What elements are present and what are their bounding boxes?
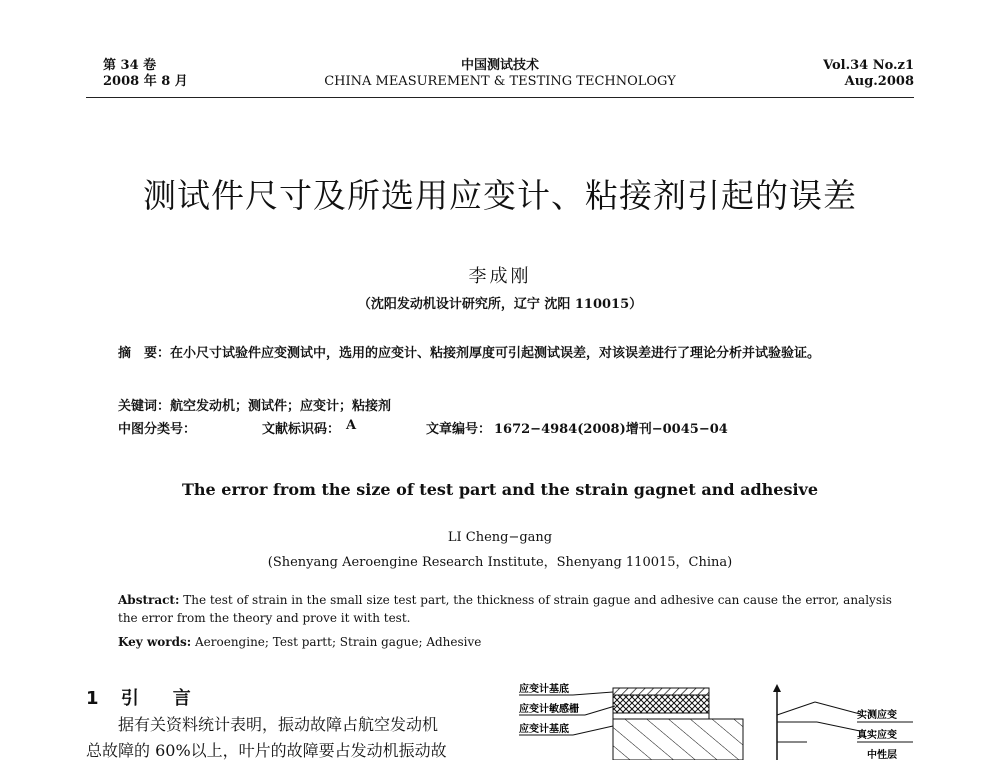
leader-line-grid xyxy=(585,706,615,715)
gauge-base-layer-bottom xyxy=(613,713,709,719)
leader-line-bottom xyxy=(573,726,613,735)
keywords-zh-label: 关键词： xyxy=(118,399,171,414)
abstract-zh xyxy=(118,343,908,364)
affiliation-en: (Shenyang Aeroengine Research Institute，Shenyang 110015，China) xyxy=(267,555,733,570)
gauge-sensitive-grid-layer xyxy=(613,695,709,713)
volume-zh: 第 34 卷 xyxy=(103,58,157,73)
leader-true xyxy=(817,722,860,731)
doc-code-label: 文献标识码： xyxy=(262,422,341,437)
author-en: LI Cheng−gang xyxy=(447,530,553,545)
keywords-en-label: Key words: xyxy=(118,635,192,649)
paper-title-zh: 测试件尺寸及所选用应变计、粘接剂引起的误差 xyxy=(143,176,857,215)
gauge-base-layer-top xyxy=(613,688,709,695)
date-en: Aug.2008 xyxy=(844,74,914,89)
label-gauge-base-top: 应变计基底 xyxy=(519,684,569,695)
body-paragraph-line-1: 据有关资料统计表明，振动故障占航空发动机 xyxy=(118,715,439,734)
doc-code-value: A xyxy=(346,418,357,433)
date-zh: 2008 年 8 月 xyxy=(103,74,188,89)
section-number: 1 xyxy=(86,688,107,709)
abstract-en-label: Abstract: xyxy=(118,593,180,607)
strain-gauge-figure xyxy=(515,682,925,760)
body-paragraph-line-2: 总故障的 60%以上，叶片的故障要占发动机振动故 xyxy=(86,741,447,760)
header-right xyxy=(823,58,914,90)
article-no-label: 文章编号： xyxy=(426,422,492,437)
clc-label: 中图分类号： xyxy=(118,422,197,437)
keywords-en xyxy=(118,633,898,651)
abstract-en-text: The test of strain in the small size test part, the thickness of strain gague and adhesive can cause the error, analysis the error from the theory and prove it with test. xyxy=(118,593,892,625)
test-part-body xyxy=(613,719,743,760)
label-measured-strain: 实测应变 xyxy=(857,710,897,721)
affiliation-zh: （沈阳发动机设计研究所，辽宁 沈阳 110015） xyxy=(357,297,643,312)
journal-name-en: CHINA MEASUREMENT & TESTING TECHNOLOGY xyxy=(324,74,676,89)
header-rule xyxy=(86,97,914,98)
abstract-en xyxy=(118,591,898,627)
label-gauge-grid: 应变计敏感栅 xyxy=(519,704,579,715)
strain-profile-top xyxy=(777,702,815,715)
keywords-zh xyxy=(118,396,908,417)
abstract-zh-label: 摘 要： xyxy=(118,346,171,361)
keywords-zh-text: 航空发动机；测试件；应变计；粘接剂 xyxy=(170,399,392,414)
journal-name-zh: 中国测试技术 xyxy=(460,58,539,73)
strain-axis-arrow xyxy=(773,684,781,692)
section-title: 引 言 xyxy=(120,688,199,709)
author-zh: 李成刚 xyxy=(468,266,532,287)
leader-measured xyxy=(815,702,860,714)
label-true-strain: 真实应变 xyxy=(857,730,897,741)
volume-en: Vol.34 No.z1 xyxy=(823,58,914,73)
section-heading xyxy=(86,684,199,710)
label-gauge-base-bottom: 应变计基底 xyxy=(519,724,569,735)
article-no-value: 1672−4984(2008)增刊−0045−04 xyxy=(494,422,728,437)
paper-title-en: The error from the size of test part and the strain gagnet and adhesive xyxy=(182,480,818,499)
leader-line-top xyxy=(573,692,613,695)
abstract-zh-text: 在小尺寸试验件应变测试中，选用的应变计、粘接剂厚度可引起测试误差，对该误差进行了理论分析并试验验证。 xyxy=(170,346,821,361)
label-neutral-layer: 中性层 xyxy=(867,750,897,760)
keywords-en-text: Aeroengine; Test partt; Strain gague; Adhesive xyxy=(191,635,482,649)
